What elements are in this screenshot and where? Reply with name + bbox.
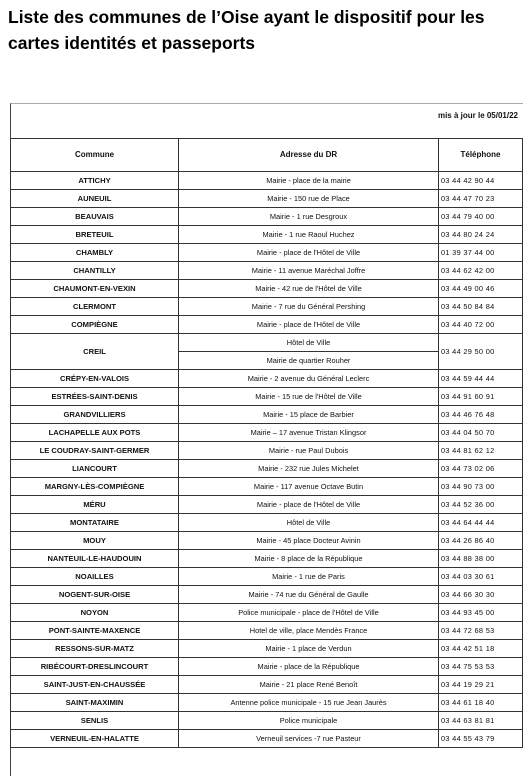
table-row <box>11 694 523 712</box>
adresse-cell: Mairie – 17 avenue Tristan Klingsor <box>179 424 439 442</box>
table-row <box>11 244 523 262</box>
adresse-cell: Mairie - 74 rue du Général de Gaulle <box>179 586 439 604</box>
commune-cell: COMPIÈGNE <box>11 316 179 334</box>
adresse-cell: Mairie - 117 avenue Octave Butin <box>179 478 439 496</box>
telephone-cell: 03 44 91 60 91 <box>439 388 523 406</box>
commune-cell: CHANTILLY <box>11 262 179 280</box>
commune-cell: CHAUMONT-EN-VEXIN <box>11 280 179 298</box>
commune-cell: SENLIS <box>11 712 179 730</box>
table-row <box>11 568 523 586</box>
telephone-cell: 03 44 49 00 46 <box>439 280 523 298</box>
adresse-cell: Mairie - place de l'Hôtel de Ville <box>179 496 439 514</box>
adresse-cell: Mairie - place de l'Hôtel de Ville <box>179 316 439 334</box>
telephone-cell: 03 44 29 50 00 <box>439 334 523 370</box>
telephone-cell: 03 44 80 24 24 <box>439 226 523 244</box>
adresse-cell: Mairie - rue Paul Dubois <box>179 442 439 460</box>
telephone-cell: 03 44 62 42 00 <box>439 262 523 280</box>
update-note: mis à jour le 05/01/22 <box>437 111 518 120</box>
adresse-cell: Mairie de quartier Rouher <box>179 352 439 370</box>
table-row <box>11 298 523 316</box>
telephone-cell: 03 44 73 02 06 <box>439 460 523 478</box>
table-row <box>11 208 523 226</box>
telephone-cell: 03 44 93 45 00 <box>439 604 523 622</box>
commune-cell: ESTRÉES-SAINT-DENIS <box>11 388 179 406</box>
commune-cell: RIBÉCOURT-DRESLINCOURT <box>11 658 179 676</box>
header-commune: Commune <box>11 139 179 172</box>
table-row <box>11 460 523 478</box>
telephone-cell: 03 44 61 18 40 <box>439 694 523 712</box>
telephone-cell: 03 44 59 44 44 <box>439 370 523 388</box>
adresse-cell: Antenne police municipale - 15 rue Jean Jaurès <box>179 694 439 712</box>
telephone-cell: 03 44 46 76 48 <box>439 406 523 424</box>
telephone-cell: 03 44 26 86 40 <box>439 532 523 550</box>
adresse-cell: Hôtel de Ville <box>179 334 439 352</box>
telephone-cell: 03 44 81 62 12 <box>439 442 523 460</box>
commune-cell: AUNEUIL <box>11 190 179 208</box>
table-row <box>11 190 523 208</box>
commune-cell: NOGENT-SUR-OISE <box>11 586 179 604</box>
table-row <box>11 658 523 676</box>
table-row <box>11 172 523 190</box>
commune-cell: NANTEUIL-LE-HAUDOUIN <box>11 550 179 568</box>
commune-cell: CHAMBLY <box>11 244 179 262</box>
adresse-cell: Mairie - place de la République <box>179 658 439 676</box>
adresse-cell: Mairie - place de la mairie <box>179 172 439 190</box>
communes-table <box>10 138 523 748</box>
table-row <box>11 424 523 442</box>
table-row <box>11 388 523 406</box>
commune-cell: MÉRU <box>11 496 179 514</box>
table-row <box>11 262 523 280</box>
telephone-cell: 03 44 64 44 44 <box>439 514 523 532</box>
commune-cell: CREIL <box>11 334 179 370</box>
telephone-cell: 03 44 03 30 61 <box>439 568 523 586</box>
table-row <box>11 604 523 622</box>
adresse-cell: Mairie - 15 place de Barbier <box>179 406 439 424</box>
document-title: Liste des communes de l’Oise ayant le dispositif pour les cartes identités et passeports <box>8 7 485 53</box>
table-body <box>11 172 523 748</box>
adresse-cell: Mairie - 7 rue du Général Pershing <box>179 298 439 316</box>
commune-cell: NOAILLES <box>11 568 179 586</box>
telephone-cell: 03 44 19 29 21 <box>439 676 523 694</box>
commune-cell: ATTICHY <box>11 172 179 190</box>
telephone-cell: 03 44 79 40 00 <box>439 208 523 226</box>
adresse-cell: Mairie - 1 rue de Paris <box>179 568 439 586</box>
adresse-cell: Mairie - 1 rue Raoul Huchez <box>179 226 439 244</box>
table-row <box>11 406 523 424</box>
adresse-cell: Mairie - 42 rue de l'Hôtel de Ville <box>179 280 439 298</box>
commune-cell: LIANCOURT <box>11 460 179 478</box>
table-header-row <box>11 139 523 172</box>
commune-cell: CRÉPY-EN-VALOIS <box>11 370 179 388</box>
adresse-cell: Police municipale <box>179 712 439 730</box>
commune-cell: SAINT-MAXIMIN <box>11 694 179 712</box>
telephone-cell: 03 44 52 36 00 <box>439 496 523 514</box>
table-row <box>11 316 523 334</box>
table-row <box>11 730 523 748</box>
table-row <box>11 676 523 694</box>
commune-cell: LACHAPELLE AUX POTS <box>11 424 179 442</box>
table-row <box>11 550 523 568</box>
telephone-cell: 01 39 37 44 00 <box>439 244 523 262</box>
commune-cell: BRETEUIL <box>11 226 179 244</box>
telephone-cell: 03 44 75 53 53 <box>439 658 523 676</box>
adresse-cell: Verneuil services -7 rue Pasteur <box>179 730 439 748</box>
adresse-cell: Mairie - 15 rue de l'Hôtel de Ville <box>179 388 439 406</box>
commune-cell: RESSONS-SUR-MATZ <box>11 640 179 658</box>
table-row <box>11 334 523 352</box>
commune-cell: CLERMONT <box>11 298 179 316</box>
table-row <box>11 514 523 532</box>
commune-cell: PONT-SAINTE-MAXENCE <box>11 622 179 640</box>
adresse-cell: Mairie - 11 avenue Maréchal Joffre <box>179 262 439 280</box>
adresse-cell: Mairie - 1 place de Verdun <box>179 640 439 658</box>
table-row <box>11 640 523 658</box>
telephone-cell: 03 44 55 43 79 <box>439 730 523 748</box>
telephone-cell: 03 44 90 73 00 <box>439 478 523 496</box>
adresse-cell: Mairie - 8 place de la République <box>179 550 439 568</box>
telephone-cell: 03 44 40 72 00 <box>439 316 523 334</box>
telephone-cell: 03 44 42 51 18 <box>439 640 523 658</box>
adresse-cell: Hôtel de Ville <box>179 514 439 532</box>
commune-cell: SAINT-JUST-EN-CHAUSSÉE <box>11 676 179 694</box>
table-row <box>11 280 523 298</box>
table-row <box>11 586 523 604</box>
adresse-cell: Mairie - place de l'Hôtel de Ville <box>179 244 439 262</box>
table-row <box>11 712 523 730</box>
commune-cell: NOYON <box>11 604 179 622</box>
adresse-cell: Hotel de ville, place Mendès France <box>179 622 439 640</box>
adresse-cell: Mairie - 150 rue de Place <box>179 190 439 208</box>
adresse-cell: Mairie - 45 place Docteur Avinin <box>179 532 439 550</box>
telephone-cell: 03 44 63 81 81 <box>439 712 523 730</box>
telephone-cell: 03 44 88 38 00 <box>439 550 523 568</box>
table-row <box>11 622 523 640</box>
adresse-cell: Mairie - 2 avenue du Général Leclerc <box>179 370 439 388</box>
adresse-cell: Police municipale - place de l'Hôtel de Ville <box>179 604 439 622</box>
table-row <box>11 226 523 244</box>
adresse-cell: Mairie - 1 rue Desgroux <box>179 208 439 226</box>
header-telephone: Téléphone <box>439 139 523 172</box>
telephone-cell: 03 44 47 70 23 <box>439 190 523 208</box>
commune-cell: BEAUVAIS <box>11 208 179 226</box>
commune-cell: MOUY <box>11 532 179 550</box>
commune-cell: MARGNY-LÈS-COMPIÈGNE <box>11 478 179 496</box>
adresse-cell: Mairie - 21 place René Benoît <box>179 676 439 694</box>
table-row <box>11 478 523 496</box>
commune-cell: VERNEUIL-EN-HALATTE <box>11 730 179 748</box>
table-row <box>11 532 523 550</box>
commune-cell: MONTATAIRE <box>11 514 179 532</box>
header-adresse: Adresse du DR <box>179 139 439 172</box>
table-row <box>11 370 523 388</box>
telephone-cell: 03 44 50 84 84 <box>439 298 523 316</box>
telephone-cell: 03 44 66 30 30 <box>439 586 523 604</box>
commune-cell: GRANDVILLIERS <box>11 406 179 424</box>
telephone-cell: 03 44 72 68 53 <box>439 622 523 640</box>
commune-cell: LE COUDRAY-SAINT-GERMER <box>11 442 179 460</box>
table-row <box>11 442 523 460</box>
adresse-cell: Mairie - 232 rue Jules Michelet <box>179 460 439 478</box>
table-row <box>11 496 523 514</box>
telephone-cell: 03 44 04 50 70 <box>439 424 523 442</box>
telephone-cell: 03 44 42 90 44 <box>439 172 523 190</box>
